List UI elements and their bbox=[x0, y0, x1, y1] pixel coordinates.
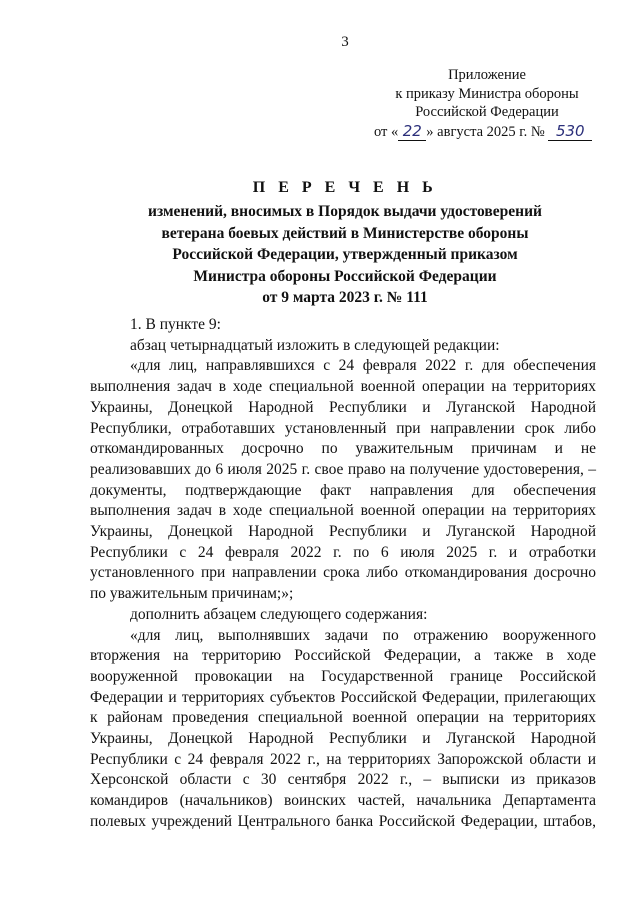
appendix-date-line bbox=[372, 122, 602, 142]
title-line: Министра обороны Российской Федерации bbox=[193, 267, 497, 285]
handwritten-day: 22 bbox=[398, 122, 426, 142]
title-line: ветерана боевых действий в Министерстве обороны bbox=[161, 224, 529, 242]
paragraph-instruction: дополнить абзацем следующего содержания: bbox=[130, 605, 428, 623]
paragraph-quoted-text: «для лиц, выполнявших задачи по отражению вооруженного вторжения на территорию Российской Федерации, а также в ходе вооруженной провокации на Государственной границе Российской Федерации и территориях субъектов Российской Федерации, прилегающих к районам проведения специальной военной операции на территориях Украины, Донецкой Народной Республики и Луганской Народной Республики с 24 февраля 2022 г., на территориях Запорожской области и Херсонской области с 30 сентября 2022 г., – выписки из приказов командиров (начальников) воинских частей, начальника Департамента полевых учреждений Центрального банка Российской Федерации, штабов, bbox=[90, 626, 596, 830]
appendix-block bbox=[372, 66, 602, 141]
title-line: от 9 марта 2023 г. № 111 bbox=[262, 289, 428, 306]
handwritten-order-number: 530 bbox=[548, 122, 592, 142]
document-body bbox=[90, 315, 596, 833]
title-heading: П Е Р Е Ч Е Н Ь bbox=[252, 179, 438, 196]
appendix-federation: Российской Федерации bbox=[415, 104, 559, 120]
title-line: изменений, вносимых в Порядок выдачи удостоверений bbox=[148, 203, 542, 220]
appendix-label: Приложение bbox=[448, 67, 526, 83]
date-middle: » августа 2025 г. № bbox=[426, 123, 545, 140]
page-number: 3 bbox=[341, 34, 349, 50]
appendix-order-ref: к приказу Министра обороны bbox=[395, 85, 579, 102]
date-prefix: от « bbox=[374, 123, 399, 140]
paragraph-instruction: абзац четырнадцатый изложить в следующей редакции: bbox=[130, 336, 500, 354]
document-title bbox=[60, 177, 630, 309]
paragraph-item-1: 1. В пункте 9: bbox=[130, 316, 221, 333]
paragraph-quoted-text: «для лиц, направлявшихся с 24 февраля 2022 г. для обеспечения выполнения задач в ходе специальной военной операции на территориях Украины, Донецкой Народной Республики и Луганской Народной Республики, отработавших установленный при направлении срок либо откомандированных досрочно по уважительным причинам и не реализовавших до 6 июля 2025 г. свое право на получение удостоверения, – документы, подтверждающие факт направления для обеспечения выполнения задач в ходе специальной военной операции на территориях Украины, Донецкой Народной Республики и Луганской Народной Республики с 24 февраля 2022 г. по 6 июля 2025 г. и отработки установленного при направлении срока либо откомандирования досрочно по уважительным причинам;»; bbox=[90, 357, 596, 603]
title-line: Российской Федерации, утвержденный приказом bbox=[172, 246, 518, 263]
